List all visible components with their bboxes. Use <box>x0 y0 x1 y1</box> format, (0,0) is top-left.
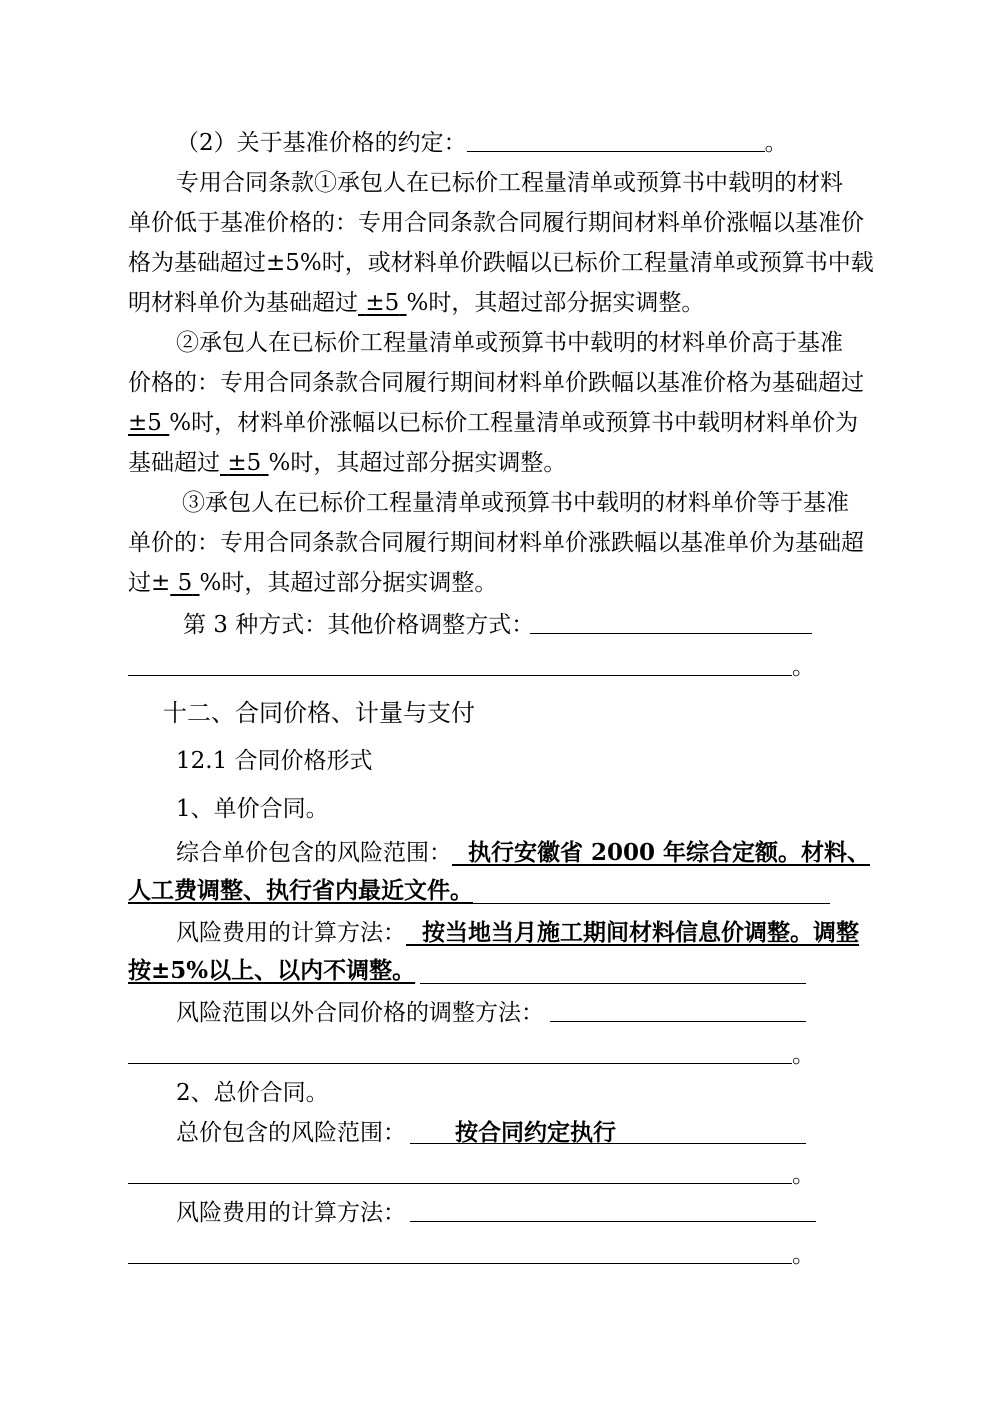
outside-adjust-blank-2 <box>128 1063 792 1064</box>
risk-scope-value: 执行安徽省 2000 年综合定额。材料、 <box>468 839 871 866</box>
paragraph-line: 专用合同条款①承包人在已标价工程量清单或预算书中载明的材料 <box>176 170 843 196</box>
paragraph-text: %时，其超过部分据实调整。 <box>406 290 705 316</box>
paragraph-line: ②承包人在已标价工程量清单或预算书中载明的材料单价高于基准 <box>176 330 843 356</box>
total-scope-value: 按合同约定执行 <box>455 1119 616 1146</box>
filled-value: ±5 <box>365 290 400 316</box>
subsection-title: 12.1 合同价格形式 <box>176 748 373 774</box>
paragraph-line: 价格的：专用合同条款合同履行期间材料单价跌幅以基准价格为基础超过 <box>128 370 864 396</box>
risk-scope-value-2: 人工费调整、执行省内最近文件。 <box>128 877 473 904</box>
paragraph-line: 格为基础超过±5%时，或材料单价跌幅以已标价工程量清单或预算书中载 <box>128 250 874 276</box>
risk-calc-line-2 <box>128 956 415 986</box>
period: 。 <box>764 130 788 156</box>
paragraph-text: 过± <box>128 570 171 596</box>
total-scope-blank <box>410 1143 806 1144</box>
total-calc-label: 风险费用的计算方法： <box>176 1200 406 1226</box>
period: 。 <box>792 654 815 680</box>
risk-calc-value-2: 按±5%以上、以内不调整。 <box>128 957 416 984</box>
other-method-line <box>183 610 534 640</box>
risk-scope-label: 综合单价包含的风险范围： <box>176 840 452 866</box>
outside-adjust-line <box>176 998 544 1028</box>
paragraph-line <box>128 448 566 478</box>
paragraph-text: 明材料单价为基础超过 <box>128 290 358 316</box>
total-calc-blank-2 <box>128 1263 792 1264</box>
paragraph-line: 单价的：专用合同条款合同履行期间材料单价涨跌幅以基准单价为基础超 <box>128 530 864 556</box>
period: 。 <box>792 1242 815 1268</box>
outside-adjust-label: 风险范围以外合同价格的调整方法： <box>176 1000 544 1026</box>
risk-calc-tail-rule <box>420 983 806 984</box>
price-agreement-blank <box>467 129 765 152</box>
risk-scope-tail-rule <box>460 903 830 904</box>
other-method-label: 第 3 种方式：其他价格调整方式： <box>183 612 535 638</box>
risk-calc-label: 风险费用的计算方法： <box>176 920 406 946</box>
section-heading: 十二、合同价格、计量与支付 <box>163 699 475 727</box>
risk-calc-line <box>176 918 859 948</box>
paragraph-text: %时，材料单价涨幅以已标价工程量清单或预算书中载明材料单价为 <box>169 410 859 436</box>
filled-value: ±5 <box>227 450 262 476</box>
filled-value: 5 <box>177 570 193 596</box>
filled-value: ±5 <box>128 410 162 436</box>
paragraph-text: 基础超过 <box>128 450 220 476</box>
risk-calc-value: 按当地当月施工期间材料信息价调整。调整 <box>422 919 860 946</box>
paragraph-line <box>128 408 858 438</box>
price-agreement-label: （2）关于基准价格的约定： <box>176 130 467 156</box>
other-method-blank <box>530 633 812 634</box>
total-scope-label: 总价包含的风险范围： <box>176 1120 406 1146</box>
total-scope-blank-2 <box>128 1183 792 1184</box>
paragraph-text: %时，其超过部分据实调整。 <box>199 570 498 596</box>
paragraph-line: ③承包人在已标价工程量清单或预算书中载明的材料单价等于基准 <box>182 490 849 516</box>
period: 。 <box>792 1162 815 1188</box>
paragraph-line <box>128 568 497 598</box>
risk-scope-line <box>176 838 870 868</box>
total-scope-line <box>176 1118 406 1148</box>
price-agreement-line <box>176 128 788 158</box>
period: 。 <box>792 1042 815 1068</box>
item-title: 1、单价合同。 <box>176 796 329 822</box>
paragraph-line: 单价低于基准价格的：专用合同条款合同履行期间材料单价涨幅以基准价 <box>128 210 864 236</box>
item-title: 2、总价合同。 <box>176 1080 329 1106</box>
outside-adjust-blank <box>550 1021 806 1022</box>
other-method-blank-2 <box>128 675 792 676</box>
paragraph-line <box>128 288 704 318</box>
total-calc-line <box>176 1198 406 1228</box>
paragraph-text: %时，其超过部分据实调整。 <box>268 450 567 476</box>
risk-scope-line-2 <box>128 876 473 906</box>
total-calc-blank <box>410 1221 816 1222</box>
